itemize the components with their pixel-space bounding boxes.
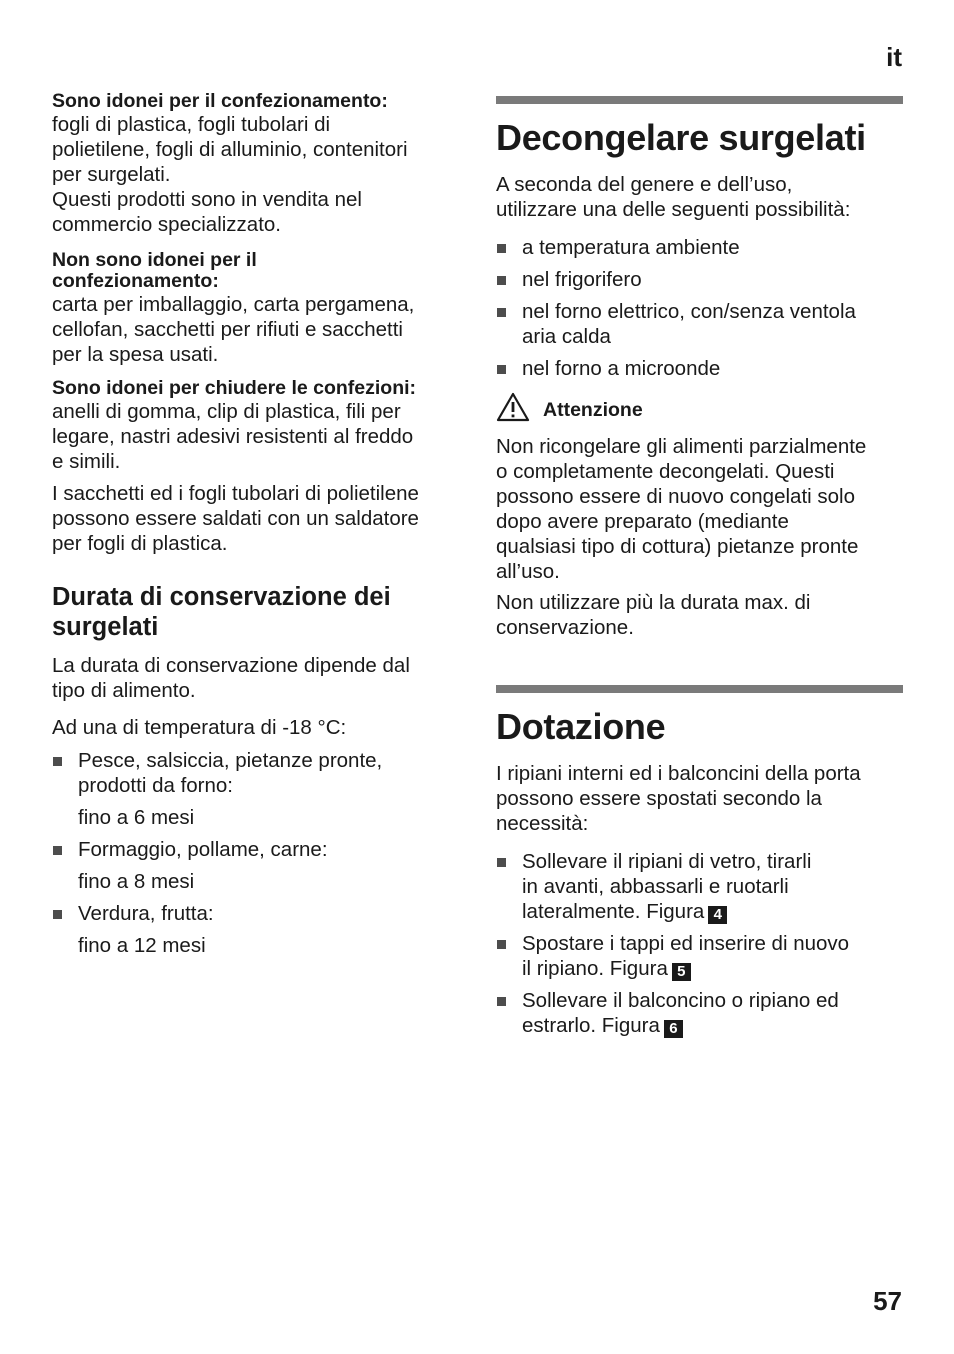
list-item: Spostare i tappi ed inserire di nuovo il ripiano. Figura 5 [496, 931, 903, 981]
storage-duration-heading: Durata di conservazione dei surgelati [52, 583, 391, 641]
equipment-intro: I ripiani interni ed i balconcini della porta possono essere spostati secondo la necessità: [496, 762, 861, 835]
thaw-heading: Decongelare surgelati [496, 117, 866, 158]
section-rule [496, 96, 903, 104]
duration-text: fino a 12 mesi [78, 934, 206, 957]
unsuitable-packaging-label: Non sono idonei per il confezionamento: [52, 249, 257, 292]
equipment-heading: Dotazione [496, 706, 666, 747]
sealing-paragraph: I sacchetti ed i fogli tubolari di polietilene possono essere saldati con un saldatore per fogli di plastica. [52, 482, 419, 555]
thaw-options-list [496, 235, 903, 381]
list-item: Verdura, frutta: [52, 901, 462, 926]
unsuitable-packaging-text: carta per imballaggio, carta pergamena, cellofan, sacchetti per rifiuti e sacchetti per la spesa usati. [52, 293, 415, 366]
closing-materials-block [52, 378, 462, 474]
suitable-packaging-block [52, 91, 462, 237]
equipment-steps-list [496, 849, 903, 1038]
figure-reference-badge: 4 [708, 906, 727, 924]
thaw-intro: A seconda del genere e dell’uso, utilizzare una delle seguenti possibilità: [496, 173, 851, 221]
warning-triangle-icon [496, 392, 530, 422]
storage-duration-intro: La durata di conservazione dipende dal tipo di alimento. [52, 654, 410, 702]
duration-text: fino a 8 mesi [78, 870, 195, 893]
warning-header [496, 392, 903, 422]
warning-note: Non utilizzare più la durata max. di conservazione. [496, 591, 811, 639]
thaw-section [496, 96, 903, 640]
section-rule [496, 685, 903, 693]
warning-label: Attenzione [543, 399, 643, 421]
storage-temperature: Ad una di temperatura di -18 °C: [52, 716, 347, 739]
warning-text: Non ricongelare gli alimenti parzialmente o completamente decongelati. Questi possono essere di nuovo congelati solo dopo avere preparato (mediante qualsiasi tipo di cottura) pietanze pronte all’uso. [496, 435, 867, 583]
list-item: nel forno a microonde [496, 356, 903, 381]
closing-materials-text: anelli di gomma, clip di plastica, fili per legare, nastri adesivi resistenti al freddo e simili. [52, 400, 414, 473]
list-item: nel forno elettrico, con/senza ventola aria calda [496, 299, 903, 349]
list-item: Pesce, salsiccia, pietanze pronte, prodotti da forno: [52, 748, 462, 798]
unsuitable-packaging-block [52, 250, 462, 367]
closing-materials-label: Sono idonei per chiudere le confezioni: [52, 377, 417, 399]
figure-reference-badge: 6 [664, 1020, 683, 1038]
suitable-packaging-text: fogli di plastica, fogli tubolari di polietilene, fogli di alluminio, contenitori per surgelati. Questi prodotti sono in vendita nel commercio specializzato. [52, 113, 408, 236]
list-item: Sollevare il balconcino o ripiano ed estrarlo. Figura 6 [496, 988, 903, 1038]
list-item: nel frigorifero [496, 267, 903, 292]
list-item: Sollevare il ripiani di vetro, tirarli in avanti, abbassarli e ruotarli lateralmente. Figura 4 [496, 849, 903, 924]
duration-text: fino a 6 mesi [78, 806, 195, 829]
equipment-section [496, 685, 903, 1038]
list-item: a temperatura ambiente [496, 235, 903, 260]
page-number: 57 [873, 1286, 902, 1316]
list-item: Formaggio, pollame, carne: [52, 837, 462, 862]
storage-duration-list [52, 748, 462, 958]
left-column [52, 91, 462, 958]
language-code: it [886, 42, 902, 72]
figure-reference-badge: 5 [672, 963, 691, 981]
suitable-packaging-label: Sono idonei per il confezionamento: [52, 90, 388, 112]
